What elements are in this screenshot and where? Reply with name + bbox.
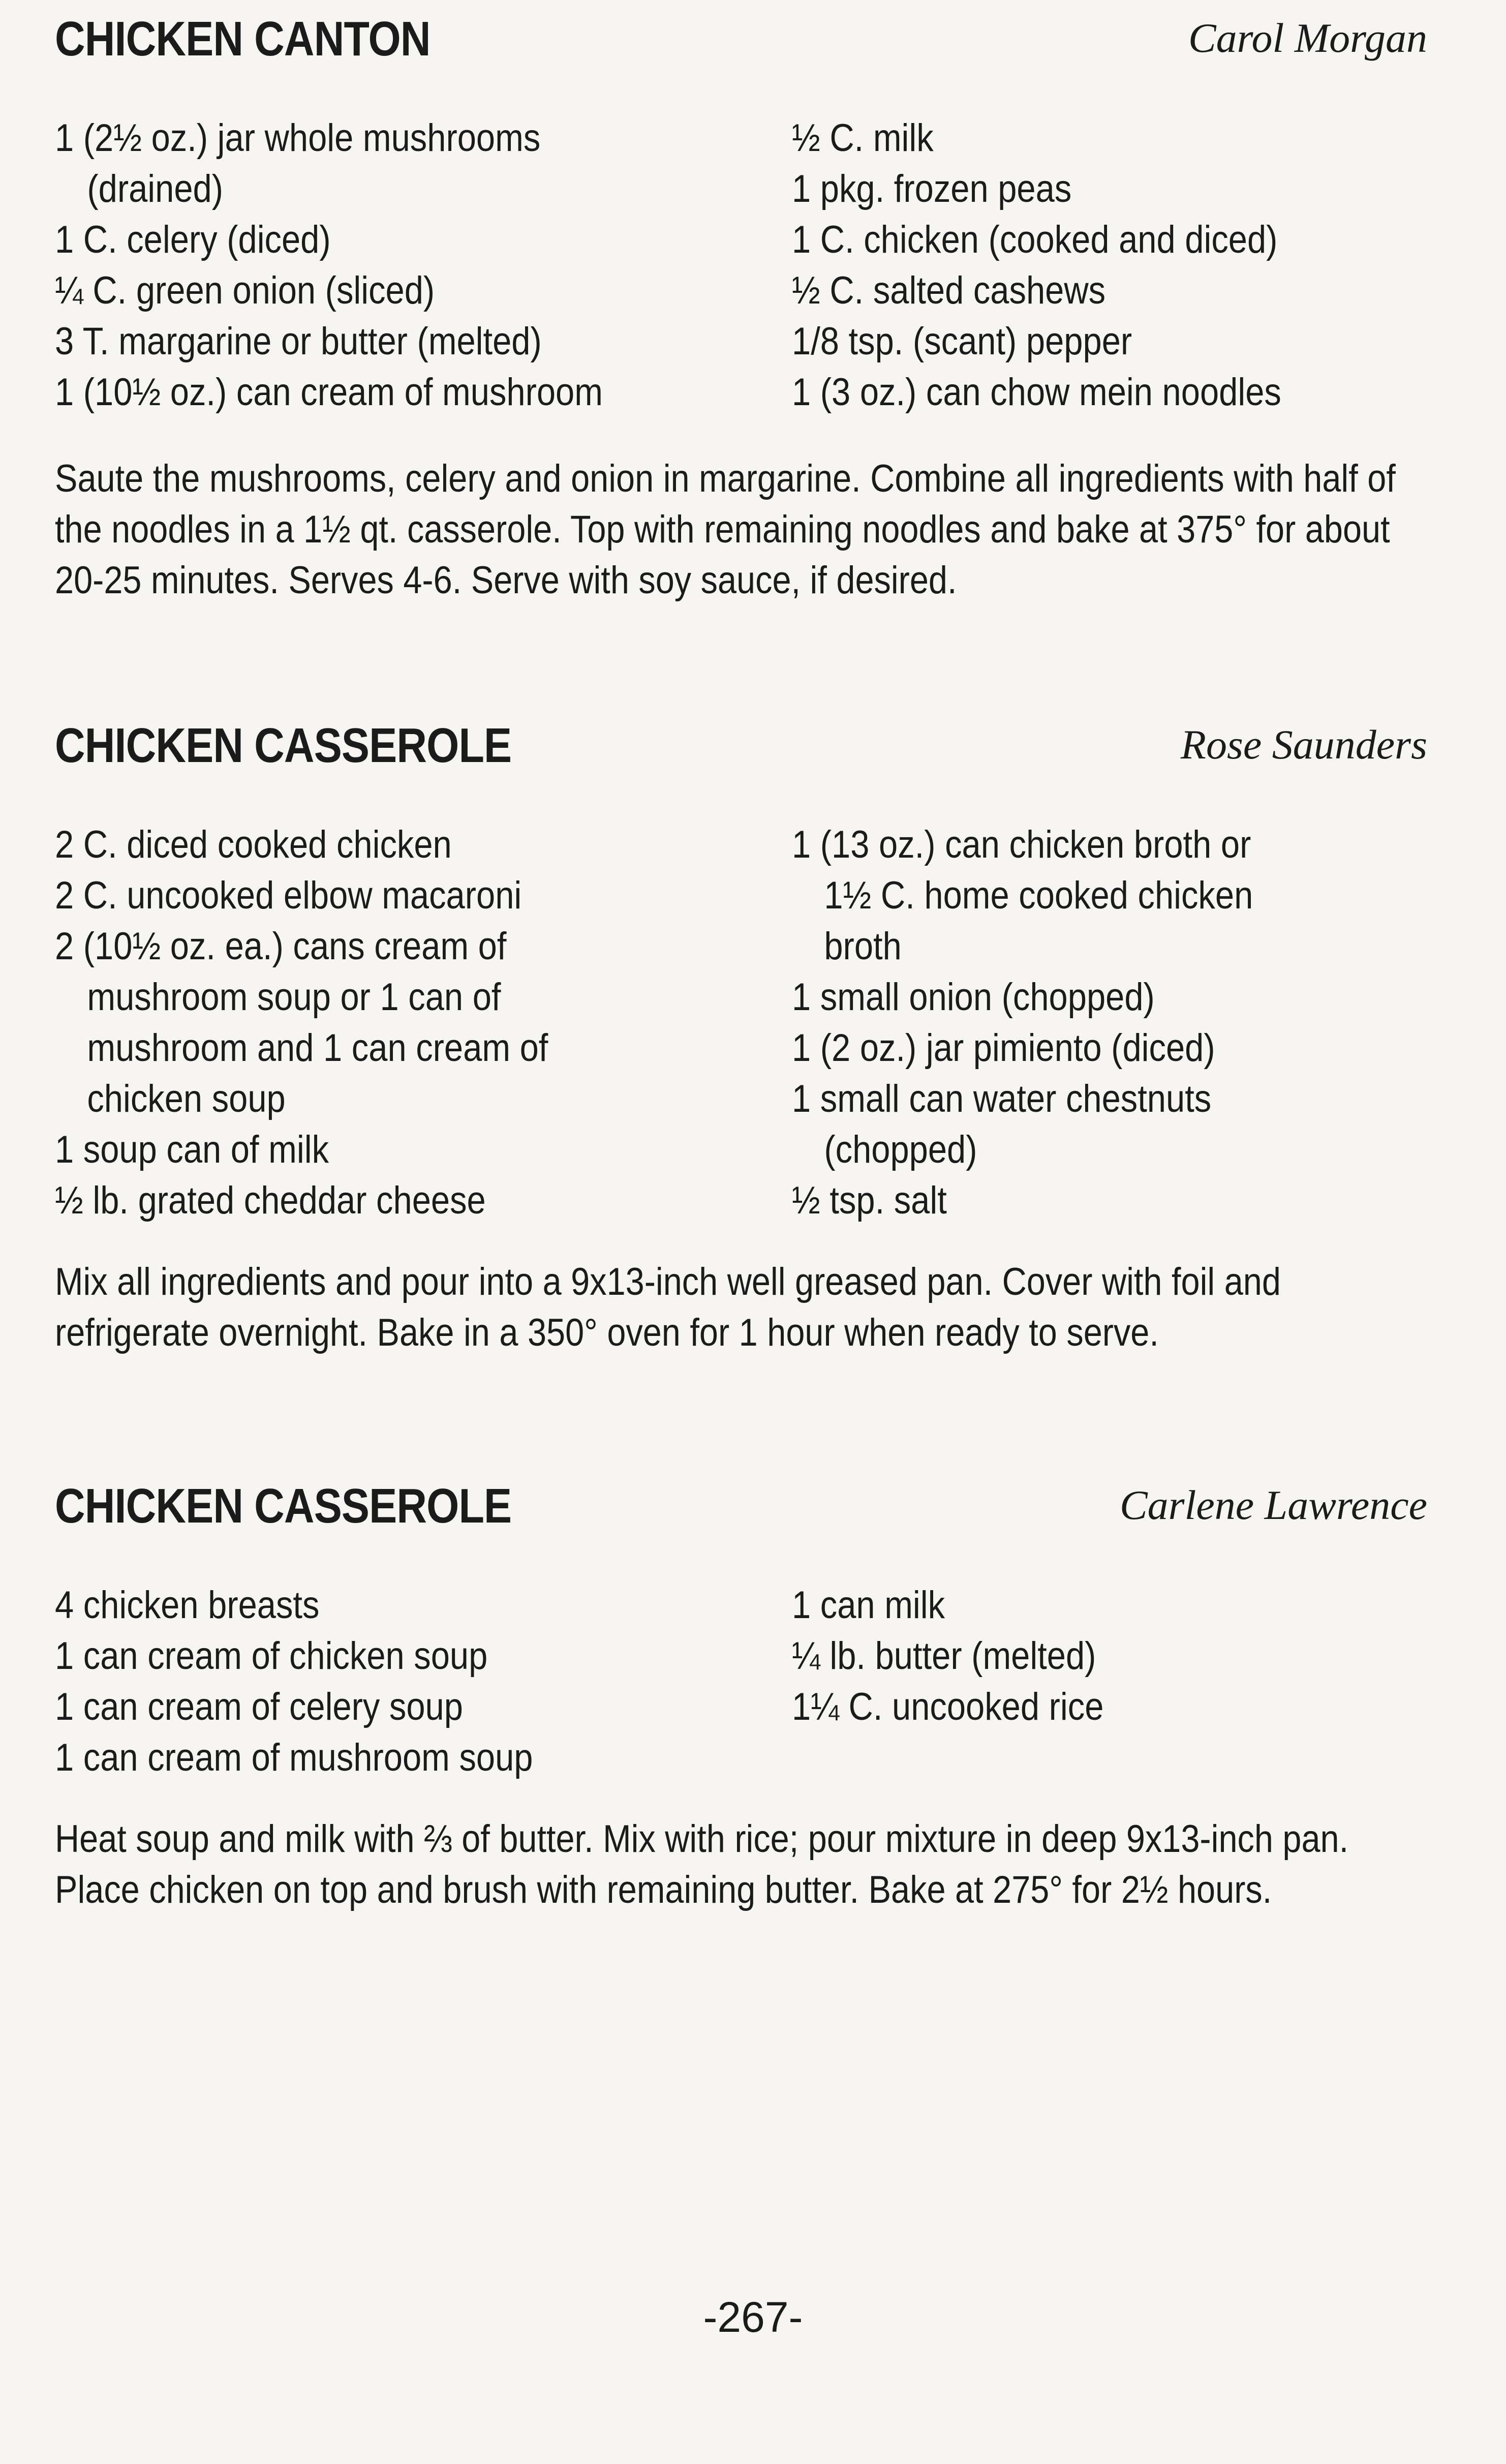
ingredient-line: 4 chicken breasts bbox=[55, 1584, 320, 1627]
ingredient-item bbox=[792, 164, 1351, 215]
ingredient-line: 1 can cream of mushroom soup bbox=[55, 1736, 533, 1779]
ingredient-line-continued: 1½ C. home cooked chicken bbox=[824, 874, 1253, 917]
ingredient-item bbox=[792, 113, 1351, 164]
ingredient-line: 2 C. uncooked elbow macaroni bbox=[55, 874, 522, 917]
recipe-title: CHICKEN CANTON bbox=[55, 12, 431, 66]
ingredient-item bbox=[792, 367, 1351, 418]
ingredient-column-right bbox=[792, 1580, 1427, 1783]
ingredient-line: ½ C. milk bbox=[792, 116, 934, 160]
recipe-title: CHICKEN CASSEROLE bbox=[55, 1479, 512, 1533]
ingredient-item bbox=[55, 1124, 703, 1175]
ingredient-line: 1 can cream of chicken soup bbox=[55, 1634, 488, 1678]
ingredient-line: 1/8 tsp. (scant) pepper bbox=[792, 320, 1132, 363]
ingredient-item bbox=[792, 1580, 1351, 1631]
ingredient-item bbox=[55, 367, 703, 418]
ingredient-line: ½ lb. grated cheddar cheese bbox=[55, 1179, 486, 1222]
ingredient-item bbox=[792, 972, 1351, 1023]
ingredient-item bbox=[55, 265, 703, 316]
ingredient-line: 1 C. chicken (cooked and diced) bbox=[792, 218, 1278, 261]
ingredient-item bbox=[55, 819, 703, 870]
ingredient-item bbox=[792, 1175, 1351, 1226]
ingredient-item bbox=[55, 1580, 703, 1631]
recipe-instructions: Heat soup and milk with ⅔ of butter. Mix with rice; pour mixture in deep 9x13-inch pan. Place chicken on top and brush with remaining butter. Bake at 275° for 2½ hours. bbox=[55, 1817, 1349, 1911]
ingredient-line: 1 can milk bbox=[792, 1584, 945, 1627]
ingredient-line: 2 (10½ oz. ea.) cans cream of bbox=[55, 925, 507, 968]
recipe-author: Carlene Lawrence bbox=[1119, 1482, 1427, 1528]
recipe-author: Rose Saunders bbox=[1180, 721, 1427, 768]
ingredient-line: 1 soup can of milk bbox=[55, 1128, 329, 1171]
ingredient-column-right bbox=[792, 113, 1427, 418]
ingredient-line-continued: chicken soup bbox=[87, 1077, 286, 1120]
ingredient-line-continued: (chopped) bbox=[824, 1128, 977, 1171]
ingredient-item bbox=[792, 819, 1351, 972]
ingredient-item bbox=[792, 1074, 1351, 1175]
ingredient-line: 1 small can water chestnuts bbox=[792, 1077, 1212, 1120]
recipe-instructions: Mix all ingredients and pour into a 9x13-inch well greased pan. Cover with foil and refrigerate overnight. Bake in a 350° oven for 1 hour when ready to serve. bbox=[55, 1260, 1281, 1354]
ingredient-line: 1 pkg. frozen peas bbox=[792, 167, 1072, 210]
ingredient-line-continued: mushroom soup or 1 can of bbox=[87, 976, 501, 1019]
page-number: -267- bbox=[703, 2293, 803, 2341]
ingredient-line: 2 C. diced cooked chicken bbox=[55, 823, 452, 866]
ingredient-line-continued: (drained) bbox=[87, 167, 224, 210]
recipe-header bbox=[55, 718, 1427, 784]
ingredient-item bbox=[55, 316, 703, 367]
recipe-header bbox=[55, 11, 1427, 77]
ingredient-column-right bbox=[792, 819, 1427, 1226]
ingredient-item bbox=[55, 1175, 703, 1226]
ingredient-line: 3 T. margarine or butter (melted) bbox=[55, 320, 542, 363]
ingredient-line: 1 (10½ oz.) can cream of mushroom bbox=[55, 371, 603, 414]
ingredient-item bbox=[792, 1023, 1351, 1074]
ingredient-item bbox=[792, 316, 1351, 367]
ingredient-line-continued: broth bbox=[824, 925, 902, 968]
ingredient-line: 1 C. celery (diced) bbox=[55, 218, 331, 261]
ingredient-list bbox=[55, 1580, 1427, 1783]
recipe-author: Carol Morgan bbox=[1188, 15, 1427, 61]
ingredient-line: ¼ C. green onion (sliced) bbox=[55, 269, 435, 312]
ingredient-item bbox=[55, 1682, 703, 1732]
ingredient-line-continued: mushroom and 1 can cream of bbox=[87, 1026, 548, 1070]
ingredient-line: 1 (2 oz.) jar pimiento (diced) bbox=[792, 1026, 1215, 1070]
ingredient-list bbox=[55, 819, 1427, 1226]
ingredient-line: ½ tsp. salt bbox=[792, 1179, 947, 1222]
ingredient-item bbox=[55, 1732, 703, 1783]
ingredient-line: 1 (3 oz.) can chow mein noodles bbox=[792, 371, 1281, 414]
ingredient-item bbox=[55, 215, 703, 265]
ingredient-item bbox=[55, 921, 703, 1124]
recipe-instructions: Saute the mushrooms, celery and onion in margarine. Combine all ingredients with half of the noodles in a 1½ qt. casserole. Top with remaining noodles and bake at 375° for about 20-25 minutes. Serves 4-6. Serve with soy sauce, if desired. bbox=[55, 457, 1396, 602]
ingredient-list bbox=[55, 113, 1427, 418]
ingredient-column-left bbox=[55, 819, 792, 1226]
recipe-chicken-casserole-lawrence bbox=[55, 1478, 1427, 1954]
recipe-title: CHICKEN CASSEROLE bbox=[55, 718, 512, 773]
ingredient-line: ½ C. salted cashews bbox=[792, 269, 1106, 312]
ingredient-item bbox=[55, 113, 703, 215]
ingredient-item bbox=[792, 265, 1351, 316]
ingredient-line: 1 (2½ oz.) jar whole mushrooms bbox=[55, 116, 541, 160]
ingredient-item bbox=[792, 1631, 1351, 1682]
ingredient-line: 1 small onion (chopped) bbox=[792, 976, 1155, 1019]
ingredient-line: ¼ lb. butter (melted) bbox=[792, 1634, 1096, 1678]
ingredient-line: 1 (13 oz.) can chicken broth or bbox=[792, 823, 1251, 866]
ingredient-item bbox=[792, 1682, 1351, 1732]
recipe-chicken-casserole-saunders bbox=[55, 718, 1427, 1397]
ingredient-column-left bbox=[55, 1580, 792, 1783]
ingredient-item bbox=[792, 215, 1351, 265]
recipe-header bbox=[55, 1478, 1427, 1544]
ingredient-line: 1¼ C. uncooked rice bbox=[792, 1685, 1104, 1728]
ingredient-item bbox=[55, 1631, 703, 1682]
recipe-chicken-canton bbox=[55, 11, 1427, 645]
ingredient-item bbox=[55, 870, 703, 921]
ingredient-line: 1 can cream of celery soup bbox=[55, 1685, 463, 1728]
ingredient-column-left bbox=[55, 113, 792, 418]
